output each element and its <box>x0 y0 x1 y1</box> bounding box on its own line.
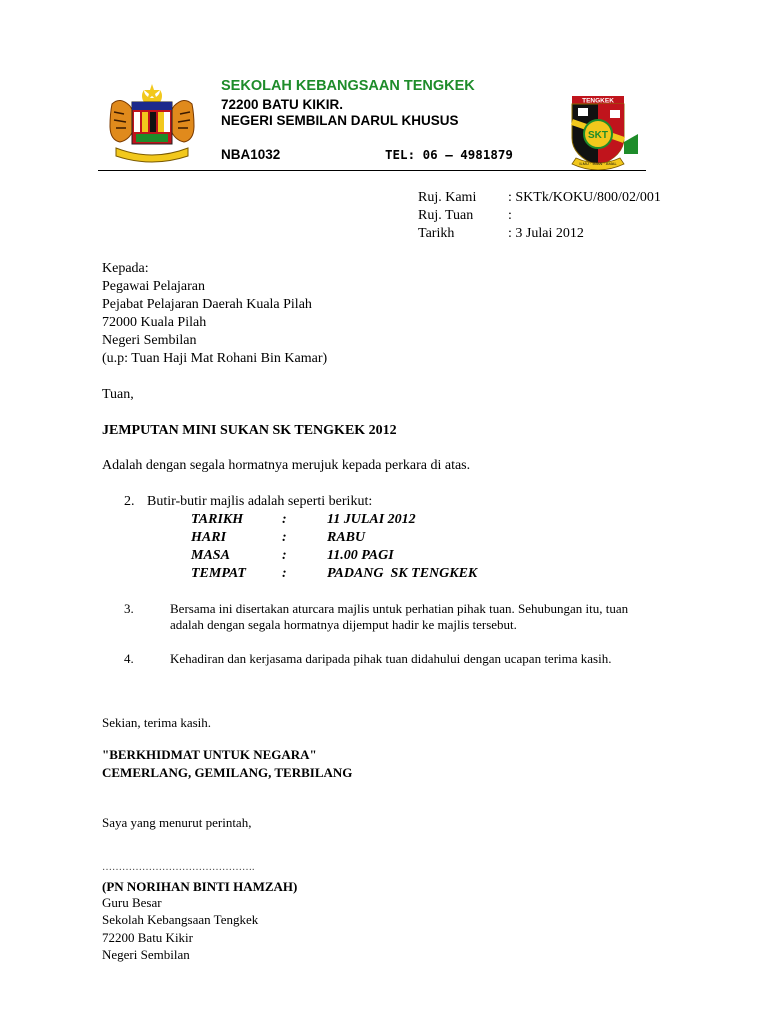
recipient-line-3: Pejabat Pelajaran Daerah Kuala Pilah <box>102 297 312 312</box>
recipient-line-2: Pegawai Pelajaran <box>102 279 206 294</box>
badge-top-label: TENGKEK <box>582 97 614 105</box>
recipient-line-1: Kepada: <box>102 261 149 276</box>
point-3-line-2: adalah dengan segala hormatnya dijemput hadir ke majlis tersebut. <box>170 617 517 632</box>
detail-sep: : <box>282 548 287 563</box>
detail-sep: : <box>282 512 287 527</box>
detail-label-tarikh: TARIKH <box>191 512 244 527</box>
signature-line: ………………………………………. <box>102 862 255 873</box>
badge-motto: ILMU · IMAN · AMAL <box>579 161 617 166</box>
detail-value-masa: 11.00 PAGI <box>327 548 394 563</box>
detail-sep: : <box>282 530 287 545</box>
school-name: SEKOLAH KEBANGSAAN TENGKEK <box>221 78 475 94</box>
coat-of-arms-logo <box>106 84 198 164</box>
closing-obey: Saya yang menurut perintah, <box>102 815 252 830</box>
school-badge-logo <box>566 92 646 172</box>
your-ref-label: Ruj. Tuan <box>418 208 474 223</box>
signer-name: (PN NORIHAN BINTI HAMZAH) <box>102 879 298 894</box>
point-2-text: Butir-butir majlis adalah seperti berikut: <box>147 494 373 509</box>
address-line-2: NEGERI SEMBILAN DARUL KHUSUS <box>221 113 459 128</box>
our-ref-label: Ruj. Kami <box>418 190 477 205</box>
date-value: : 3 Julai 2012 <box>508 226 584 241</box>
point-3-line-1: Bersama ini disertakan aturcara majlis untuk perhatian pihak tuan. Sehubungan itu, tuan <box>170 601 629 616</box>
your-ref-value: : <box>508 208 512 223</box>
recipient-line-6: (u.p: Tuan Haji Mat Rohani Bin Kamar) <box>102 351 328 366</box>
detail-value-tarikh: 11 JULAI 2012 <box>327 512 416 527</box>
point-4-text: Kehadiran dan kerjasama daripada pihak tuan didahului dengan ucapan terima kasih. <box>170 651 612 666</box>
closing-thanks: Sekian, terima kasih. <box>102 715 212 730</box>
recipient-line-5: Negeri Sembilan <box>102 333 197 348</box>
telephone: TEL: 06 – 4981879 <box>385 147 513 162</box>
signer-address-1: 72200 Batu Kikir <box>102 930 193 945</box>
header-divider <box>98 170 646 171</box>
motto-line-2: CEMERLANG, GEMILANG, TERBILANG <box>102 765 353 780</box>
signer-org: Sekolah Kebangsaan Tengkek <box>102 912 259 927</box>
detail-value-tempat: PADANG SK TENGKEK <box>327 566 478 581</box>
detail-value-hari: RABU <box>327 530 366 545</box>
point-4-number: 4. <box>124 651 134 666</box>
detail-label-masa: MASA <box>191 548 230 563</box>
address-line-1: 72200 BATU KIKIR. <box>221 97 344 112</box>
school-code: NBA1032 <box>221 147 281 162</box>
date-label: Tarikh <box>418 226 455 241</box>
motto-line-1: "BERKHIDMAT UNTUK NEGARA" <box>102 747 317 762</box>
detail-label-tempat: TEMPAT <box>191 566 246 581</box>
detail-label-hari: HARI <box>191 530 227 545</box>
signer-title: Guru Besar <box>102 895 162 910</box>
intro-paragraph: Adalah dengan segala hormatnya merujuk kepada perkara di atas. <box>102 458 471 473</box>
salutation: Tuan, <box>102 387 134 402</box>
detail-sep: : <box>282 566 287 581</box>
point-3-number: 3. <box>124 601 134 616</box>
signer-address-2: Negeri Sembilan <box>102 947 190 962</box>
recipient-line-4: 72000 Kuala Pilah <box>102 315 207 330</box>
our-ref-value: : SKTk/KOKU/800/02/001 <box>508 190 661 205</box>
badge-letters: SKT <box>588 130 608 141</box>
subject: JEMPUTAN MINI SUKAN SK TENGKEK 2012 <box>102 423 397 438</box>
point-2-number: 2. <box>124 494 135 509</box>
